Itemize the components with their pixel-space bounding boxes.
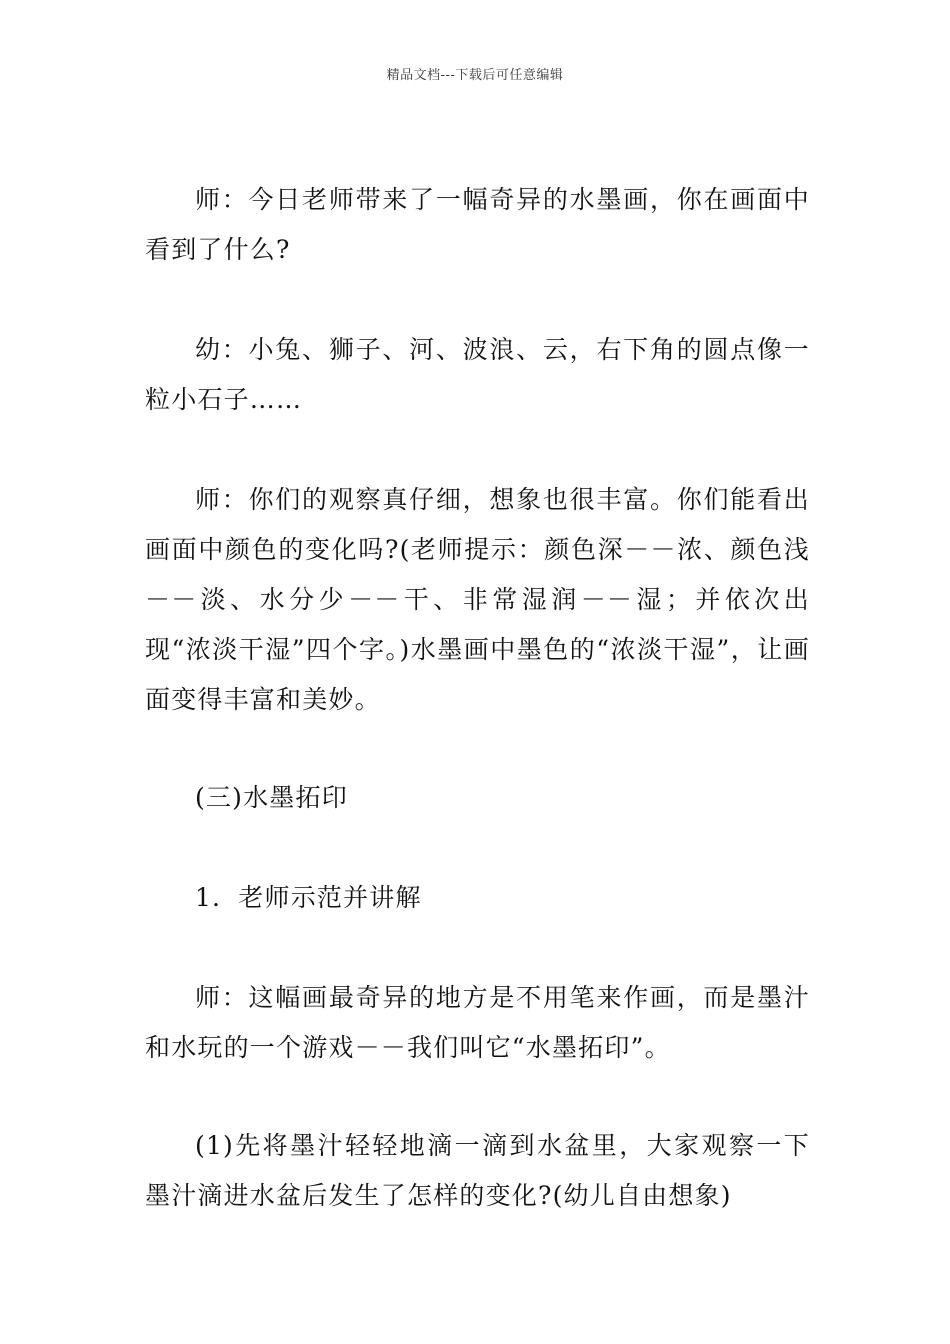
- paragraph-4: 师：这幅画最奇异的地方是不用笔来作画，而是墨汁和水玩的一个游戏－－我们叫它“水墨拓印”。: [145, 983, 810, 1062]
- paragraph-3: 师：你们的观察真仔细，想象也很丰富。你们能看出画面中颜色的变化吗?(老师提示：颜色深－－浓、颜色浅－－淡、水分少－－干、非常湿润－－湿；并依次出现“浓淡干湿”四个字。)水墨画中墨色的“浓淡干湿”，让画面变得丰富和美妙。: [145, 485, 810, 714]
- paragraph-2: 幼：小兔、狮子、河、波浪、云，右下角的圆点像一粒小石子……: [145, 335, 810, 414]
- paragraph-5: (1)先将墨汁轻轻地滴一滴到水盆里，大家观察一下墨汁滴进水盆后发生了怎样的变化?(幼儿自由想象): [145, 1131, 810, 1210]
- section-heading: (三)水墨拓印: [195, 783, 348, 812]
- step-heading: 1．老师示范并讲解: [195, 883, 422, 912]
- page-header: 精品文档---下载后可任意编辑: [386, 68, 564, 83]
- paragraph-1: 师：今日老师带来了一幅奇异的水墨画，你在画面中看到了什么?: [145, 185, 810, 264]
